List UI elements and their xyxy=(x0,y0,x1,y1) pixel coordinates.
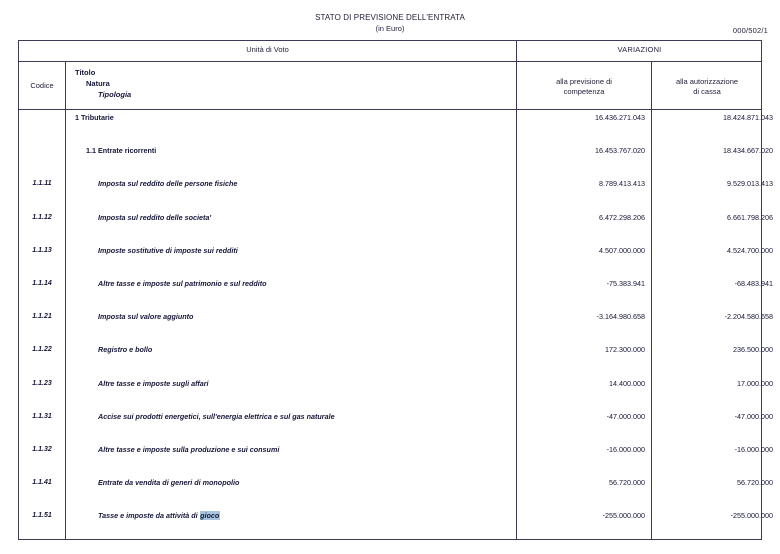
cell-label: Registro e bollo xyxy=(98,345,153,355)
cell-label xyxy=(98,509,220,523)
table-row[interactable] xyxy=(19,111,773,125)
cell-codice: 1.1.14 xyxy=(32,280,52,287)
table-row[interactable] xyxy=(19,343,773,357)
column-header-cassa-line2: di cassa xyxy=(693,87,721,96)
cell-label: Altre tasse e imposte sulla produzione e sui consumi xyxy=(98,445,280,454)
cell-cassa-value: -47.000.000 xyxy=(734,411,773,421)
cell-label: Imposta sul reddito delle societa' xyxy=(98,212,212,222)
column-header-competenza xyxy=(517,77,651,97)
cell-label: Imposta sul reddito delle persone fisiche xyxy=(98,179,238,189)
cell-codice: 1.1.41 xyxy=(32,479,52,487)
table-row[interactable] xyxy=(19,277,773,291)
cell-competenza-value: 8.789.413.413 xyxy=(599,179,645,189)
table-body xyxy=(19,109,773,539)
group-header-unita-di-voto: Unità di Voto xyxy=(246,45,289,54)
table-row[interactable] xyxy=(19,244,773,258)
column-header-natura: Natura xyxy=(86,79,110,88)
cell-label: Imposte sostitutive di imposte sui redditi xyxy=(98,245,238,255)
cell-codice: 1.1.32 xyxy=(32,446,52,453)
cell-competenza-value: -3.164.980.658 xyxy=(596,312,645,322)
cell-label: 1 Tributarie xyxy=(75,113,114,122)
cell-label-text: Tasse e imposte da attività di xyxy=(98,511,200,521)
cell-cassa-value: 9.529.013.413 xyxy=(727,179,773,189)
cell-codice: 1.1.31 xyxy=(32,412,52,420)
column-header-competenza-line1: alla previsione di xyxy=(556,77,612,86)
cell-codice: 1.1.51 xyxy=(32,512,52,520)
cell-label: Entrate da vendita di generi di monopolio xyxy=(98,478,240,488)
cell-codice: 1.1.23 xyxy=(32,379,52,387)
table-row[interactable] xyxy=(19,211,773,225)
cell-codice: 1.1.11 xyxy=(32,180,52,188)
cell-codice: 1.1.13 xyxy=(32,246,52,254)
cell-competenza-value: 4.507.000.000 xyxy=(599,245,645,255)
table-row[interactable] xyxy=(19,443,773,457)
cell-codice: 1.1.21 xyxy=(32,313,52,321)
selected-text-highlight[interactable]: gioco xyxy=(200,511,220,521)
table-row[interactable] xyxy=(19,377,773,391)
cell-codice: 1.1.22 xyxy=(32,346,52,354)
header-divider-top xyxy=(19,61,761,62)
cell-competenza-value: -255.000.000 xyxy=(602,511,645,521)
cell-competenza-value: 16.436.271.043 xyxy=(595,113,645,122)
cell-label: 1.1 Entrate ricorrenti xyxy=(86,146,157,156)
group-header-variazioni: VARIAZIONI xyxy=(617,45,662,54)
cell-cassa-value: -68.483.941 xyxy=(734,279,773,288)
column-header-tipologia: Tipologia xyxy=(98,90,132,99)
cell-competenza-value: 56.720.000 xyxy=(609,478,645,488)
cell-competenza-value: 172.300.000 xyxy=(605,345,645,355)
cell-cassa-value: 4.524.700.000 xyxy=(727,245,773,255)
cell-cassa-value: -16.000.000 xyxy=(734,445,773,454)
column-header-cassa xyxy=(652,77,762,97)
cell-cassa-value: 236.500.000 xyxy=(733,345,773,355)
table-row[interactable] xyxy=(19,144,773,158)
cell-competenza-value: -47.000.000 xyxy=(606,411,645,421)
column-header-codice: Codice xyxy=(30,81,54,90)
table-row[interactable] xyxy=(19,177,773,191)
table-row[interactable] xyxy=(19,410,773,424)
cell-cassa-value: 56.720.000 xyxy=(737,478,773,488)
cell-cassa-value: 18.424.871.043 xyxy=(723,113,773,122)
cell-label: Altre tasse e imposte sul patrimonio e sul reddito xyxy=(98,279,267,288)
cell-cassa-value: -255.000.000 xyxy=(730,511,773,521)
column-header-competenza-line2: competenza xyxy=(563,87,605,96)
cell-codice: 1.1.12 xyxy=(32,213,52,221)
cell-label: Accise sui prodotti energetici, sull'energia elettrica e sul gas naturale xyxy=(98,411,335,421)
column-header-titolo: Titolo xyxy=(75,68,96,77)
cell-competenza-value: -16.000.000 xyxy=(606,445,645,454)
budget-table xyxy=(18,40,773,540)
column-header-titolo-natura-tipologia xyxy=(75,67,131,100)
table-row[interactable] xyxy=(19,509,773,523)
column-header-cassa-line1: alla autorizzazione xyxy=(675,77,739,86)
document-code: 000/502/1 xyxy=(732,26,768,35)
cell-competenza-value: 6.472.298.206 xyxy=(599,212,645,222)
cell-competenza-value: 14.400.000 xyxy=(609,378,645,388)
cell-competenza-value: -75.383.941 xyxy=(606,279,645,288)
cell-cassa-value: 18.434.667.020 xyxy=(723,146,773,156)
table-row[interactable] xyxy=(19,476,773,490)
document-title: STATO DI PREVISIONE DELL'ENTRATA xyxy=(315,13,465,22)
cell-cassa-value: 6.661.798.206 xyxy=(727,212,773,222)
cell-cassa-value: -2.204.580.658 xyxy=(724,312,773,322)
cell-cassa-value: 17.000.000 xyxy=(737,378,773,388)
document-subtitle: (in Euro) xyxy=(375,24,405,33)
cell-label: Imposta sul valore aggiunto xyxy=(98,312,194,322)
page-header xyxy=(0,0,780,40)
table-row[interactable] xyxy=(19,310,773,324)
cell-label: Altre tasse e imposte sugli affari xyxy=(98,378,209,388)
cell-competenza-value: 16.453.767.020 xyxy=(595,146,645,156)
